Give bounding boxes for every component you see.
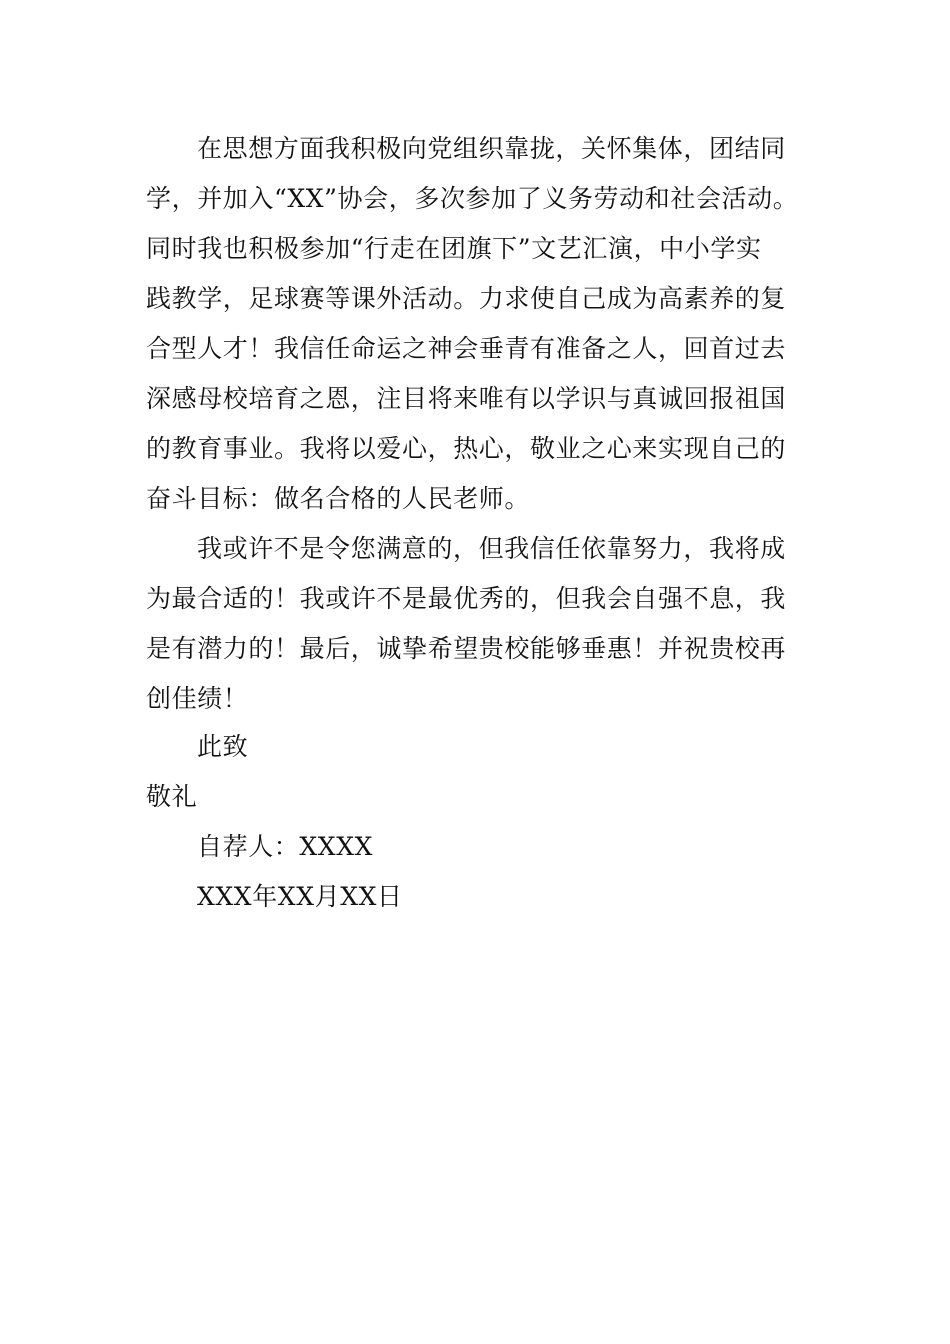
paragraph-1-line-3: 同时我也积极参加“行走在团旗下”文艺汇演，中小学实 (146, 234, 762, 263)
paragraph-1-line-1: 在思想方面我积极向党组织靠拢，关怀集体，团结同 (197, 134, 786, 163)
paragraph-1-line-5: 合型人才！我信任命运之神会垂青有准备之人，回首过去 (146, 334, 787, 363)
paragraph-1-line-6: 深感母校培育之恩，注目将来唯有以学识与真诚回报祖国 (146, 384, 787, 413)
paragraph-1-line-7: 的教育事业。我将以爱心，热心，敬业之心来实现自己的 (146, 434, 787, 463)
paragraph-2-line-4: 创佳绩！ (146, 684, 249, 713)
paragraph-2-line-1: 我或许不是令您满意的，但我信任依靠努力，我将成 (197, 534, 786, 563)
paragraph-2-line-3: 是有潜力的！最后，诚挚希望贵校能够垂惠！并祝贵校再 (146, 634, 787, 663)
paragraph-1-line-8: 奋斗目标：做名合格的人民老师。 (146, 484, 531, 513)
paragraph-2-line-2: 为最合适的！我或许不是最优秀的，但我会自强不息，我 (146, 584, 787, 613)
closing-text: 此致 (197, 732, 249, 761)
paragraph-1-line-2: 学，并加入“XX”协会，多次参加了义务劳动和社会活动。 (146, 184, 799, 213)
signature-line: 自荐人：XXXX (197, 832, 373, 861)
salute-text: 敬礼 (146, 782, 198, 811)
paragraph-1-line-4: 践教学，足球赛等课外活动。力求使自己成为高素养的复 (146, 284, 787, 313)
date-line: XXX年XX月XX日 (197, 882, 403, 911)
